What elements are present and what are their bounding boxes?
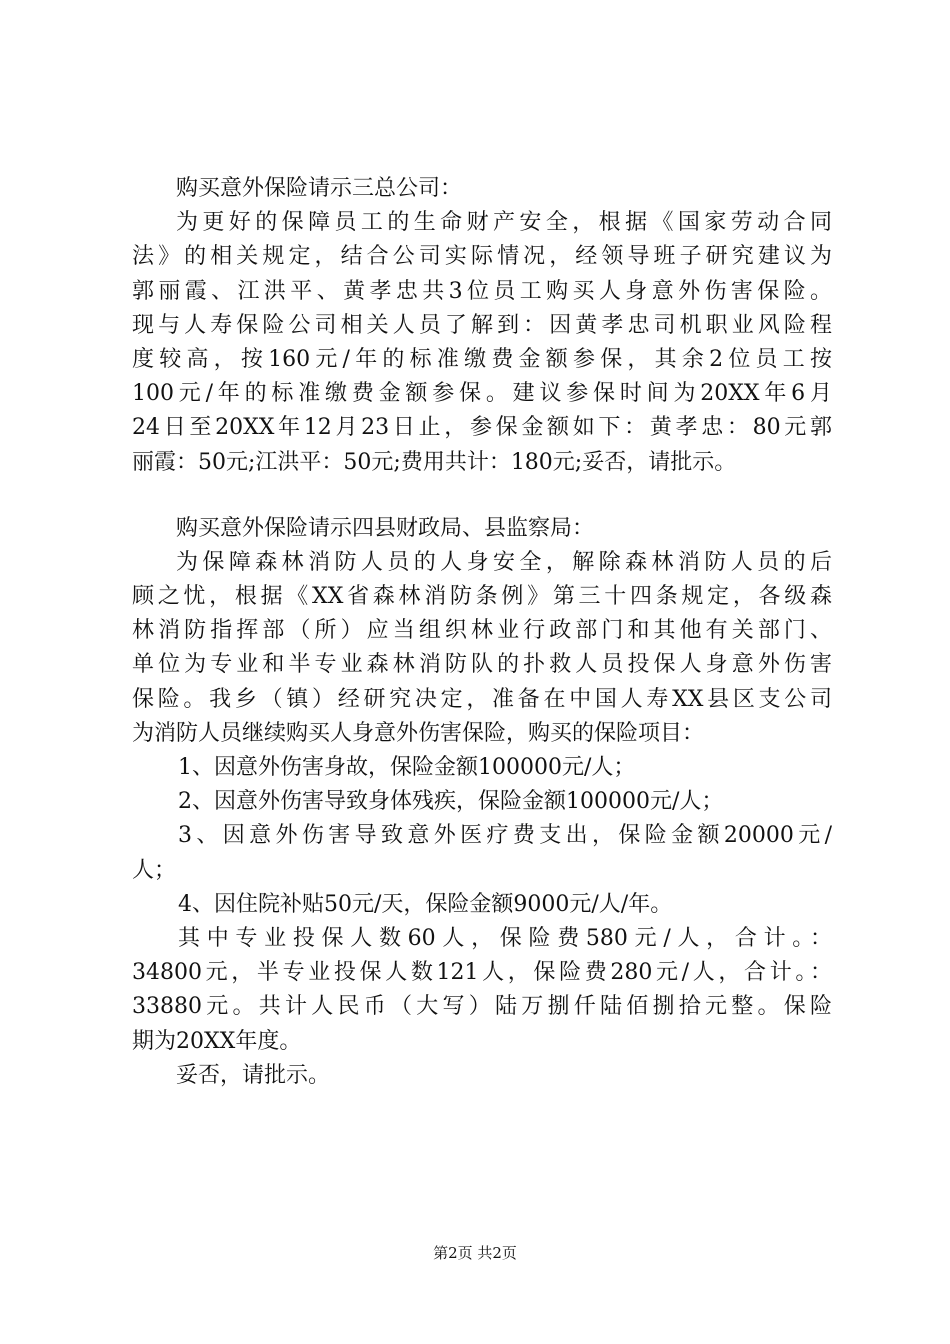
section-1-line: 现与人寿保险公司相关人员了解到：因黄孝忠司机职业风险程 xyxy=(132,312,832,338)
section-1-line: 丽霞：50元;江洪平：50元;费用共计：180元;妥否，请批示。 xyxy=(132,449,737,475)
insurance-item: 人； xyxy=(132,857,177,883)
insurance-item: 1、因意外伤害身故，保险金额100000元/人； xyxy=(178,755,636,780)
section-1-line: 100元/年的标准缴费金额参保。建议参保时间为20XX年6月 xyxy=(132,381,832,407)
section-2-line: 单位为专业和半专业森林消防队的扑救人员投保人身意外伤害 xyxy=(132,652,832,678)
section-gap xyxy=(132,480,832,512)
section-1-line: 郭丽霞、江洪平、黄孝忠共3位员工购买人身意外伤害保险。 xyxy=(132,278,832,304)
section-2-line: 为保障森林消防人员的人身安全，解除森林消防人员的后 xyxy=(176,549,832,575)
insurance-item: 2、因意外伤害导致身体残疾，保险金额100000元/人； xyxy=(178,789,724,815)
page-number-footer: 第2页 共2页 xyxy=(433,1244,517,1262)
section-1-line: 为更好的保障员工的生命财产安全，根据《国家劳动合同 xyxy=(176,210,832,236)
insurance-item: 4、因住院补贴50元/天，保险金额9000元/人/年。 xyxy=(178,891,673,917)
section-1-line: 法》的相关规定，结合公司实际情况，经领导班子研究建议为 xyxy=(132,244,832,270)
section-2-line: 为消防人员继续购买人身意外伤害保险，购买的保险项目： xyxy=(132,720,705,746)
insurance-item: 3、因意外伤害导致意外医疗费支出，保险金额20000元/ xyxy=(178,823,832,849)
summary-line: 33880元。共计人民币（大写）陆万捌仟陆佰捌拾元整。保险 xyxy=(132,994,832,1020)
section-2-line: 林消防指挥部（所）应当组织林业行政部门和其他有关部门、 xyxy=(132,618,832,644)
section-2-line: 保险。我乡（镇）经研究决定，准备在中国人寿XX县区支公司 xyxy=(132,686,832,712)
closing-line: 妥否，请批示。 xyxy=(176,1062,331,1088)
summary-line: 期为20XX年度。 xyxy=(132,1028,302,1054)
section-2-title: 购买意外保险请示四县财政局、县监察局： xyxy=(176,515,595,541)
section-1-title: 购买意外保险请示三总公司： xyxy=(176,176,463,201)
section-1-line: 24日至20XX年12月23日止，参保金额如下：黄孝忠：80元郭 xyxy=(132,415,832,441)
section-1-line: 度较高，按160元/年的标准缴费金额参保，其余2位员工按 xyxy=(132,346,832,372)
section-2-line: 顾之忧，根据《XX省森林消防条例》第三十四条规定，各级森 xyxy=(132,584,832,610)
document-body xyxy=(132,172,832,1093)
summary-line: 34800元，半专业投保人数121人，保险费280元/人，合计。： xyxy=(132,960,832,986)
summary-line: 其中专业投保人数60人，保险费580元/人，合计。： xyxy=(178,925,832,951)
